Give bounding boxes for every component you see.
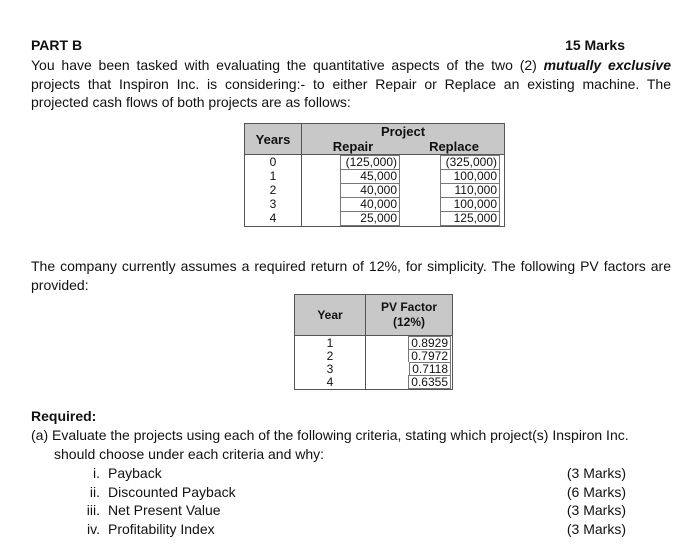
pv-factor-cell: 0.7972 bbox=[408, 349, 451, 362]
table-row bbox=[245, 155, 505, 170]
replace-cell: 110,000 bbox=[440, 183, 500, 197]
criterion-label: Payback bbox=[108, 465, 162, 481]
criterion-marks: (3 Marks) bbox=[566, 502, 626, 518]
replace-cell: 100,000 bbox=[440, 169, 500, 183]
criterion-number: iii. bbox=[86, 502, 100, 518]
criterion-marks: (3 Marks) bbox=[566, 465, 626, 481]
years-header: Years bbox=[245, 124, 302, 155]
pv-factor-cell: 0.8929 bbox=[408, 336, 451, 349]
replace-cell: 125,000 bbox=[440, 211, 500, 226]
pv-year-cell: 4 bbox=[295, 375, 366, 390]
pv-year-cell: 2 bbox=[295, 349, 366, 362]
year-cell: 2 bbox=[245, 183, 302, 197]
required-heading: Required: bbox=[31, 408, 97, 424]
criterion-marks: (6 Marks) bbox=[566, 483, 626, 500]
pv-factor-cell: 0.7118 bbox=[409, 362, 451, 375]
year-cell: 4 bbox=[245, 211, 302, 227]
criterion-number: i. bbox=[93, 465, 100, 481]
replace-header: Replace bbox=[404, 139, 505, 155]
part-title: PART B bbox=[31, 37, 83, 53]
criterion-label: Net Present Value bbox=[108, 502, 221, 518]
criterion-marks: (3 Marks) bbox=[566, 520, 626, 537]
pv-factor-header-line1: PV Factor bbox=[380, 300, 437, 314]
pv-factor-cell: 0.6355 bbox=[408, 375, 451, 389]
question-a-line2: should choose under each criteria and why: bbox=[54, 445, 325, 462]
cashflow-table bbox=[244, 123, 505, 227]
table-row bbox=[295, 362, 453, 375]
criteria-list bbox=[60, 464, 626, 538]
year-cell: 0 bbox=[245, 155, 302, 170]
table-row bbox=[245, 183, 505, 197]
repair-cell: 40,000 bbox=[340, 183, 400, 197]
criterion-label: Discounted Payback bbox=[108, 483, 236, 500]
table-row bbox=[245, 211, 505, 227]
part-marks: 15 Marks bbox=[565, 37, 625, 53]
repair-cell: (125,000) bbox=[340, 155, 400, 169]
pv-year-cell: 1 bbox=[295, 336, 366, 350]
question-a bbox=[31, 426, 671, 463]
intro-text-1: You have been tasked with evaluating the quantitative aspects of the two (2) bbox=[31, 57, 544, 73]
list-item bbox=[60, 501, 626, 520]
intro-paragraph bbox=[31, 56, 671, 112]
criterion-number: iv. bbox=[87, 520, 100, 537]
required-return-paragraph: The company currently assumes a required return of 12%, for simplicity. The following PV factors are provided: bbox=[31, 258, 671, 293]
table-row bbox=[295, 375, 453, 390]
pv-factor-header bbox=[366, 295, 453, 336]
question-a-line1: (a) Evaluate the projects using each of the following criteria, stating which project(s) Inspiron Inc. bbox=[31, 427, 629, 443]
project-header: Project bbox=[302, 124, 505, 140]
repair-cell: 25,000 bbox=[340, 211, 400, 226]
intro-emphasis: mutually exclusive bbox=[543, 57, 671, 73]
replace-cell: 100,000 bbox=[440, 197, 500, 211]
criterion-label: Profitability Index bbox=[108, 520, 215, 537]
replace-cell: (325,000) bbox=[440, 155, 500, 169]
year-cell: 1 bbox=[245, 169, 302, 183]
pv-factor-table bbox=[294, 294, 453, 390]
list-item bbox=[60, 520, 626, 539]
table-row bbox=[245, 197, 505, 211]
pv-year-cell: 3 bbox=[295, 362, 366, 375]
repair-header: Repair bbox=[302, 139, 405, 155]
table-row bbox=[295, 336, 453, 350]
criterion-number: ii. bbox=[89, 483, 100, 500]
table-row bbox=[245, 169, 505, 183]
repair-cell: 40,000 bbox=[340, 197, 400, 211]
intro-text-2: projects that Inspiron Inc. is considering:- to either Repair or Replace an existing machine. The projected cash flows of both projects are as follows: bbox=[31, 75, 671, 110]
table-row bbox=[295, 349, 453, 362]
part-header bbox=[31, 37, 625, 53]
repair-cell: 45,000 bbox=[340, 169, 400, 183]
year-cell: 3 bbox=[245, 197, 302, 211]
list-item bbox=[60, 483, 626, 502]
pv-year-header: Year bbox=[295, 295, 366, 336]
list-item bbox=[60, 464, 626, 483]
pv-factor-header-line2: (12%) bbox=[392, 315, 425, 329]
